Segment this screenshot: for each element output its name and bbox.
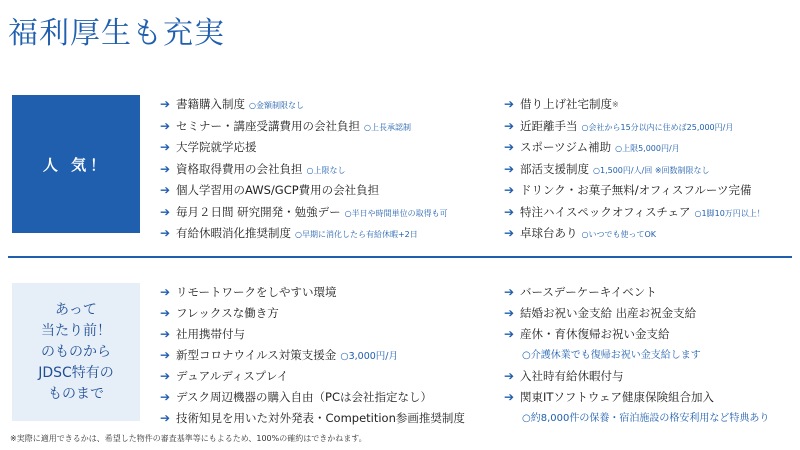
benefit-subnote: ○約8,000件の保養・宿泊施設の格安利用など特典あり xyxy=(522,413,770,424)
benefit-item xyxy=(504,223,765,245)
benefit-note: ○半日や時間単位の取得も可 xyxy=(344,208,448,218)
benefit-item xyxy=(504,324,769,345)
benefit-item xyxy=(160,202,448,224)
arrow-right-icon: ➔ xyxy=(160,161,171,176)
benefit-item xyxy=(160,408,465,429)
arrow-right-icon: ➔ xyxy=(504,204,515,219)
page-title: 福利厚生も充実 xyxy=(8,16,225,51)
benefit-label: フレックスな働き方 xyxy=(176,306,279,320)
benefit-item xyxy=(504,202,765,224)
arrow-right-icon: ➔ xyxy=(160,348,171,362)
arrow-right-icon: ➔ xyxy=(504,306,515,320)
benefit-label: 産休・育休復帰お祝い金支給 xyxy=(520,327,670,341)
popular-benefits-right xyxy=(504,94,765,245)
benefit-label: セミナー・講座受講費用の会社負担 xyxy=(176,118,360,133)
benefit-item xyxy=(504,387,769,408)
arrow-right-icon: ➔ xyxy=(160,369,171,383)
arrow-right-icon: ➔ xyxy=(504,97,515,111)
arrow-right-icon: ➔ xyxy=(504,140,515,154)
arrow-right-icon: ➔ xyxy=(160,390,171,404)
benefit-note: ○上長承認制 xyxy=(364,122,411,132)
benefit-label: 社用携帯付与 xyxy=(176,327,245,341)
benefit-label: 資格取得費用の会社負担 xyxy=(176,161,303,176)
benefit-note: ○会社から15分以内に住めば25,000円/月 xyxy=(581,122,734,132)
benefit-label: 近距離手当 xyxy=(520,118,578,133)
benefit-label: 入社時有給休暇付与 xyxy=(520,369,624,383)
standard-benefits-left xyxy=(160,282,465,429)
benefit-label: 卓球台あり xyxy=(520,226,578,240)
arrow-right-icon: ➔ xyxy=(504,285,515,299)
benefit-label: スポーツジム補助 xyxy=(520,140,612,154)
benefit-item xyxy=(160,137,448,159)
popular-label-box xyxy=(12,95,140,233)
benefit-item xyxy=(160,345,465,366)
benefit-note: ○1,500円/人/回 ※回数制限なし xyxy=(593,165,710,175)
benefit-subnote: ○介護休業でも復帰お祝い金支給します xyxy=(522,350,701,361)
benefit-item xyxy=(504,180,765,202)
benefit-item xyxy=(160,282,465,303)
benefit-note: ○3,000円/月 xyxy=(340,351,398,362)
benefit-item xyxy=(160,303,465,324)
arrow-right-icon: ➔ xyxy=(160,183,171,197)
arrow-right-icon: ➔ xyxy=(160,306,171,320)
benefit-label: 新型コロナウイルス対策支援金 xyxy=(176,348,337,362)
benefit-label: 個人学習用のAWS/GCP費用の会社負担 xyxy=(176,183,380,197)
benefit-label: 大学院就学応援 xyxy=(176,140,257,154)
benefit-label: 借り上げ社宅制度 xyxy=(520,97,612,111)
arrow-right-icon: ➔ xyxy=(504,369,515,383)
benefit-item xyxy=(504,159,765,181)
benefit-item xyxy=(160,324,465,345)
benefit-item xyxy=(504,94,765,116)
standard-benefits-right xyxy=(504,282,769,429)
benefit-label: デュアルディスプレイ xyxy=(176,369,289,383)
arrow-right-icon: ➔ xyxy=(504,390,515,404)
arrow-right-icon: ➔ xyxy=(160,226,171,240)
section-divider xyxy=(8,256,792,258)
benefit-item xyxy=(160,387,465,408)
arrow-right-icon: ➔ xyxy=(160,97,171,111)
benefit-note: ○いつでも使ってOK xyxy=(581,230,657,239)
arrow-right-icon: ➔ xyxy=(160,285,171,299)
benefit-label: 関東ITソフトウェア健康保険組合加入 xyxy=(520,390,714,404)
benefit-item xyxy=(160,116,448,138)
standard-label: あって 当たり前！ のものから JDSC特有の ものまで xyxy=(38,301,114,402)
benefit-item xyxy=(160,366,465,387)
benefit-item xyxy=(504,116,765,138)
benefit-label: 技術知見を用いた対外発表・Competition参画推奨制度 xyxy=(176,411,465,425)
arrow-right-icon: ➔ xyxy=(160,204,171,219)
arrow-right-icon: ➔ xyxy=(504,226,515,240)
benefit-item xyxy=(504,282,769,303)
benefit-item xyxy=(160,94,448,116)
arrow-right-icon: ➔ xyxy=(504,183,515,197)
benefit-note: ○早期に消化したら有給休暇+2日 xyxy=(295,230,418,239)
benefit-note: ○1脚10万円以上！ xyxy=(694,208,765,218)
benefit-label: 有給休暇消化推奨制度 xyxy=(176,226,291,240)
benefit-item xyxy=(160,159,448,181)
arrow-right-icon: ➔ xyxy=(160,411,171,425)
benefit-label: デスク周辺機器の購入自由（PCは会社指定なし） xyxy=(176,390,433,404)
benefit-note: ○上限なし xyxy=(306,165,346,175)
benefit-label: ドリンク・お菓子無料/オフィスフルーツ完備 xyxy=(520,183,752,197)
benefit-note: ○金額制限なし xyxy=(249,101,304,110)
benefit-label: 書籍購入制度 xyxy=(176,97,245,111)
benefit-item xyxy=(504,366,769,387)
popular-label: 人 気！ xyxy=(42,155,110,174)
arrow-right-icon: ➔ xyxy=(504,161,515,176)
benefit-item xyxy=(504,303,769,324)
footnote: ※実際に適用できるかは、希望した物件の審査基準等にもよるため、100%の確約はできかねます。 xyxy=(10,434,367,443)
benefit-item xyxy=(504,137,765,159)
benefit-label: 結婚お祝い金支給 出産お祝金支給 xyxy=(520,306,697,320)
benefit-item xyxy=(160,180,448,202)
arrow-right-icon: ➔ xyxy=(504,118,515,133)
benefit-label: 部活支援制度 xyxy=(520,161,589,176)
benefit-label: リモートワークをしやすい環境 xyxy=(176,285,337,299)
benefit-item xyxy=(160,223,448,245)
arrow-right-icon: ➔ xyxy=(160,118,171,133)
benefit-note: ○上限5,000円/月 xyxy=(615,144,680,153)
footnote-mark: ※ xyxy=(612,100,619,109)
arrow-right-icon: ➔ xyxy=(504,327,515,341)
arrow-right-icon: ➔ xyxy=(160,140,171,154)
benefit-label: バースデーケーキイベント xyxy=(520,285,657,299)
benefit-label: 特注ハイスペックオフィスチェア xyxy=(520,204,691,219)
benefit-label: 毎月２日間 研究開発・勉強デー xyxy=(176,204,341,219)
standard-label-box xyxy=(12,283,140,421)
popular-benefits-left xyxy=(160,94,448,245)
arrow-right-icon: ➔ xyxy=(160,327,171,341)
